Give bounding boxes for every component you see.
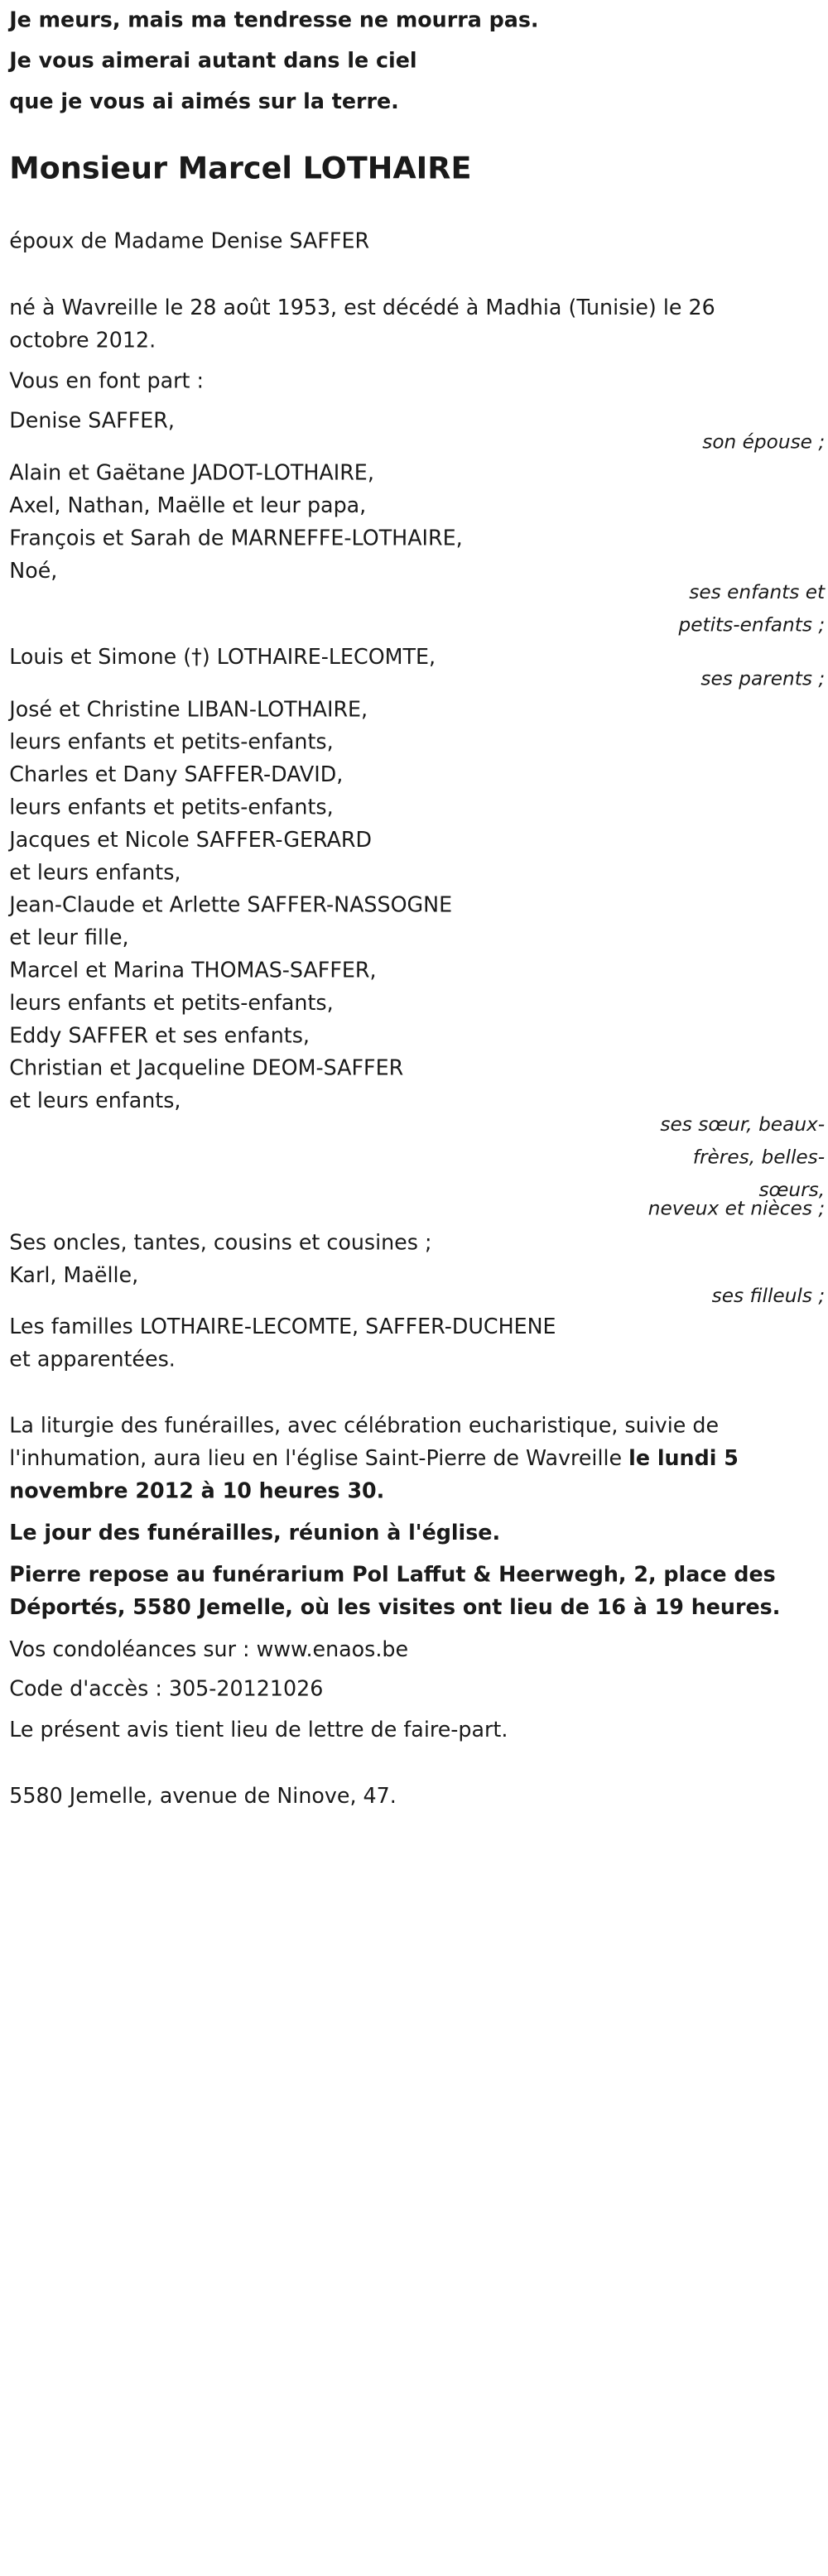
sibling-line-3: Charles et Dany SAFFER-DAVID,: [9, 762, 344, 788]
child-line-4: Noé,: [9, 559, 58, 584]
siblings-role-1: ses sœur, beaux-: [660, 1113, 826, 1136]
godchildren-line: Karl, Maëlle,: [9, 1263, 139, 1289]
sibling-line-5: Jacques et Nicole SAFFER-GERARD: [9, 828, 373, 853]
spouse-name: Denise SAFFER,: [9, 408, 175, 434]
child-line-1: Alain et Gaëtane JADOT-LOTHAIRE,: [9, 461, 374, 486]
relatives-line: Ses oncles, tantes, cousins et cousines ;: [9, 1231, 432, 1256]
sibling-line-9: Marcel et Marina THOMAS-SAFFER,: [9, 958, 377, 983]
siblings-role-2: frères, belles-: [692, 1146, 826, 1169]
access-code-line: Code d'accès : 305-20121026: [9, 1677, 324, 1702]
funeral-line-2: [9, 1443, 739, 1475]
sibling-line-2: leurs enfants et petits-enfants,: [9, 730, 334, 755]
condolences-line: Vos condoléances sur : www.enaos.be: [9, 1637, 409, 1662]
parents-role: ses parents ;: [700, 667, 826, 690]
birth-death-line-1: né à Wavreille le 28 août 1953, est décédé à Madhia (Tunisie) le 26: [9, 296, 715, 320]
children-role-2: petits-enfants ;: [678, 613, 826, 637]
funeral-line-2-text: l'inhumation, aura lieu en l'église Saint-Pierre de Wavreille: [9, 1446, 629, 1472]
funeral-date-time: novembre 2012 à 10 heures 30.: [9, 1478, 385, 1504]
families-line-1: Les familles LOTHAIRE-LECOMTE, SAFFER-DUCHENE: [9, 1314, 556, 1340]
godchildren-role: ses filleuls ;: [711, 1284, 826, 1307]
siblings-role-3: sœurs,: [758, 1178, 826, 1201]
spouse-role: son épouse ;: [702, 430, 826, 454]
sibling-line-8: et leur fille,: [9, 925, 129, 951]
sibling-line-12: Christian et Jacqueline DEOM-SAFFER: [9, 1056, 404, 1081]
address-line: 5580 Jemelle, avenue de Ninove, 47.: [9, 1784, 397, 1809]
parents-name: Louis et Simone (†) LOTHAIRE-LECOMTE,: [9, 645, 436, 670]
sibling-line-13: et leurs enfants,: [9, 1089, 181, 1114]
notice-line: Le présent avis tient lieu de lettre de faire-part.: [9, 1718, 508, 1742]
funerarium-line-1: Pierre repose au funérarium Pol Laffut & Heerwegh, 2, place des: [9, 1563, 776, 1588]
child-line-2: Axel, Nathan, Maëlle et leur papa,: [9, 493, 367, 519]
quote-line-1: Je meurs, mais ma tendresse ne mourra pas.: [9, 7, 539, 33]
intro-line: Vous en font part :: [9, 369, 205, 394]
funeral-line-1: La liturgie des funérailles, avec célébration eucharistique, suivie de: [9, 1414, 720, 1439]
sibling-line-10: leurs enfants et petits-enfants,: [9, 991, 334, 1016]
quote-line-2: Je vous aimerai autant dans le ciel: [9, 49, 417, 74]
sibling-line-4: leurs enfants et petits-enfants,: [9, 795, 334, 820]
birth-death-line-2: octobre 2012.: [9, 328, 156, 353]
deceased-name: Monsieur Marcel LOTHAIRE: [9, 151, 472, 187]
sibling-line-11: Eddy SAFFER et ses enfants,: [9, 1023, 310, 1049]
gathering-line: Le jour des funérailles, réunion à l'église.: [9, 1521, 501, 1546]
quote-line-3: que je vous ai aimés sur la terre.: [9, 89, 399, 114]
children-role-1: ses enfants et: [689, 581, 826, 603]
sibling-line-1: José et Christine LIBAN-LOTHAIRE,: [9, 697, 368, 723]
siblings-role-4: neveux et nièces ;: [647, 1197, 826, 1220]
sibling-line-7: Jean-Claude et Arlette SAFFER-NASSOGNE: [9, 893, 453, 918]
spouse-line: époux de Madame Denise SAFFER: [9, 229, 370, 254]
families-line-2: et apparentées.: [9, 1347, 176, 1372]
sibling-line-6: et leurs enfants,: [9, 860, 181, 886]
funeral-date-start: le lundi 5: [628, 1446, 739, 1472]
child-line-3: François et Sarah de MARNEFFE-LOTHAIRE,: [9, 526, 463, 551]
funerarium-line-2: Déportés, 5580 Jemelle, où les visites ont lieu de 16 à 19 heures.: [9, 1595, 781, 1621]
